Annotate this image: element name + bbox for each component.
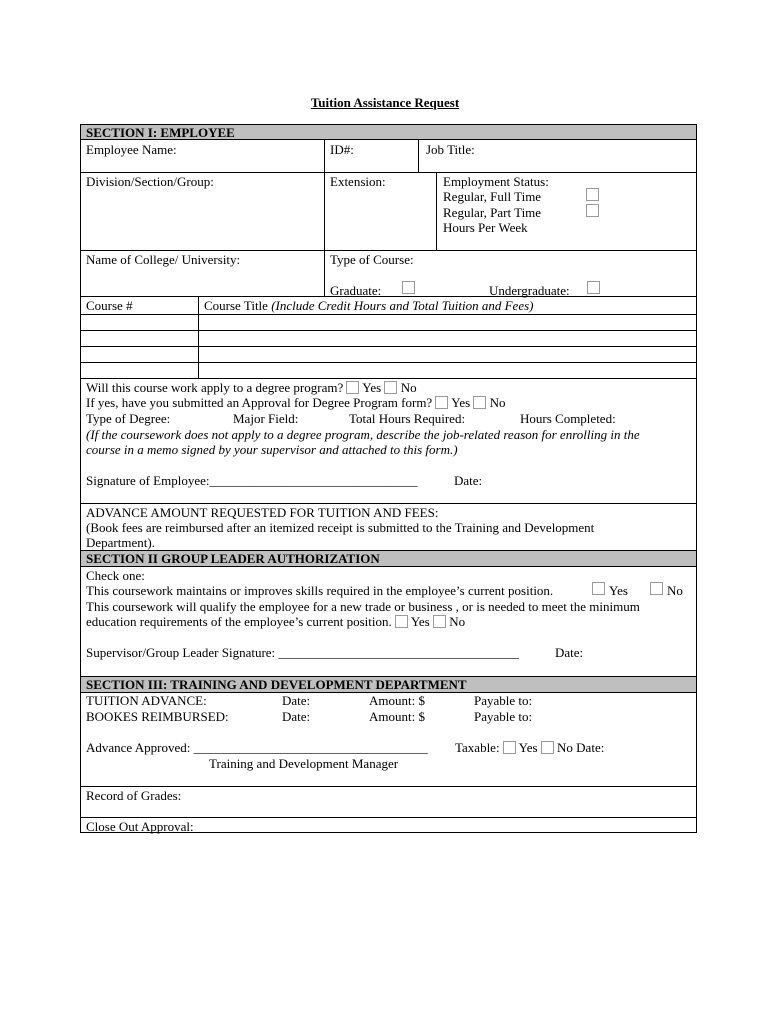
divider: [81, 362, 696, 363]
type-of-course-label: Type of Course:: [330, 252, 414, 267]
taxable-label: Taxable:: [455, 740, 500, 755]
regular-part-time-label: Regular, Part Time: [443, 205, 542, 220]
section3-header: SECTION III: TRAINING AND DEVELOPMENT DEPARTMENT: [81, 676, 696, 693]
divider: [436, 172, 437, 250]
employee-signature-line[interactable]: Signature of Employee:________________________________: [86, 473, 418, 488]
option1-row: [86, 583, 553, 599]
tuition-advance-label: TUITION ADVANCE:: [86, 693, 207, 708]
tuition-advance-date-label: Date:: [282, 693, 311, 708]
degree-note-line2: course in a memo signed by your supervisor and attached to this form.): [86, 442, 458, 457]
divider: [81, 786, 696, 787]
taxable-no-checkbox[interactable]: [541, 741, 554, 754]
option1-label: This coursework maintains or improves skills required in the employee’s current position.: [86, 583, 554, 598]
degree-yes-label: Yes: [362, 380, 382, 395]
page-title: Tuition Assistance Request: [310, 95, 460, 110]
type-of-degree-label: Type of Degree:: [86, 411, 171, 426]
degree-note-line1: (If the coursework does not apply to a degree program, describe the job-related reason for enrolling in the: [86, 427, 640, 442]
taxable-yes-checkbox[interactable]: [503, 741, 516, 754]
option2-no-label: No: [449, 614, 466, 629]
divider: [324, 140, 325, 172]
approval-question-label: If yes, have you submitted an Approval for Degree Program form?: [86, 395, 433, 410]
bookes-reimbursed-label: BOOKES REIMBURSED:: [86, 709, 229, 724]
approval-yes-label: Yes: [451, 395, 471, 410]
employee-date-label: Date:: [454, 473, 483, 488]
college-label: Name of College/ University:: [86, 252, 241, 267]
bookes-payable-label: Payable to:: [474, 709, 533, 724]
bookes-amount-label: Amount: $: [369, 709, 425, 724]
course-title-note: (Include Credit Hours and Total Tuition and Fees): [271, 298, 534, 313]
taxable-date-label: Date:: [576, 740, 605, 755]
record-of-grades-label: Record of Grades:: [86, 788, 182, 803]
division-label: Division/Section/Group:: [86, 174, 214, 189]
option2-line1: This coursework will qualify the employee for a new trade or business , or is needed to meet the minimum: [86, 599, 640, 614]
undergraduate-label: Undergraduate:: [489, 283, 570, 298]
divider: [81, 296, 696, 297]
divider: [418, 140, 419, 172]
close-out-approval-label: Close Out Approval:: [86, 819, 194, 834]
divider: [81, 172, 696, 173]
employment-status-label: Employment Status:: [443, 174, 549, 189]
divider: [81, 378, 696, 379]
hours-per-week-label: Hours Per Week: [443, 220, 528, 235]
check-one-label: Check one:: [86, 568, 145, 583]
divider: [81, 330, 696, 331]
section1-header: SECTION I: EMPLOYEE: [81, 124, 696, 140]
divider: [81, 314, 696, 315]
option1-yes-label: Yes: [609, 583, 628, 598]
divider: [198, 296, 199, 378]
undergraduate-checkbox[interactable]: [587, 281, 600, 294]
approval-question: [86, 395, 506, 411]
degree-question: [86, 380, 417, 396]
regular-full-time-label: Regular, Full Time: [443, 189, 542, 204]
book-note-line2: Department).: [86, 535, 155, 550]
supervisor-date-label: Date:: [555, 645, 584, 660]
course-number-header: Course #: [86, 298, 133, 313]
option2-row: [86, 614, 465, 630]
approval-no-checkbox[interactable]: [473, 396, 486, 409]
degree-no-label: No: [400, 380, 417, 395]
book-note-line1: (Book fees are reimbursed after an itemized receipt is submitted to the Training and Development: [86, 520, 595, 535]
option2-yes-label: Yes: [410, 614, 430, 629]
id-label: ID#:: [330, 142, 354, 157]
bookes-date-label: Date:: [282, 709, 311, 724]
option2-line2: education requirements of the employee’s current position.: [86, 614, 392, 629]
taxable-yes-label: Yes: [518, 740, 538, 755]
degree-no-checkbox[interactable]: [384, 381, 397, 394]
manager-caption: Training and Development Manager: [209, 756, 399, 771]
tuition-form: [80, 124, 697, 833]
option1-yes-checkbox[interactable]: [592, 582, 605, 595]
graduate-label: Graduate:: [330, 283, 382, 298]
course-title-header: [204, 298, 533, 314]
total-hours-label: Total Hours Required:: [349, 411, 466, 426]
regular-full-time-checkbox[interactable]: [586, 188, 599, 201]
approval-yes-checkbox[interactable]: [435, 396, 448, 409]
supervisor-signature-line[interactable]: Supervisor/Group Leader Signature: _____________________________________: [86, 645, 519, 660]
degree-yes-checkbox[interactable]: [346, 381, 359, 394]
course-title-label: Course Title: [204, 298, 268, 313]
job-title-label: Job Title:: [426, 142, 475, 157]
advance-approved-line[interactable]: Advance Approved: ____________________________________: [86, 740, 428, 755]
advance-amount-label: ADVANCE AMOUNT REQUESTED FOR TUITION AND FEES:: [86, 505, 439, 520]
option1-no-checkbox[interactable]: [650, 582, 663, 595]
divider: [324, 172, 325, 250]
hours-completed-label: Hours Completed:: [520, 411, 616, 426]
degree-question-label: Will this course work apply to a degree program?: [86, 380, 344, 395]
tuition-advance-payable-label: Payable to:: [474, 693, 533, 708]
graduate-checkbox[interactable]: [402, 281, 415, 294]
taxable-row: [455, 740, 604, 756]
option2-no-checkbox[interactable]: [433, 615, 446, 628]
approval-no-label: No: [489, 395, 506, 410]
regular-part-time-checkbox[interactable]: [586, 204, 599, 217]
extension-label: Extension:: [330, 174, 386, 189]
divider: [81, 346, 696, 347]
divider: [81, 250, 696, 251]
divider: [81, 817, 696, 818]
employee-name-label: Employee Name:: [86, 142, 177, 157]
divider: [81, 503, 696, 504]
option2-yes-checkbox[interactable]: [395, 615, 408, 628]
taxable-no-label: No: [557, 740, 573, 755]
option1-no-label: No: [667, 583, 683, 598]
major-field-label: Major Field:: [233, 411, 299, 426]
divider: [324, 250, 325, 296]
tuition-advance-amount-label: Amount: $: [369, 693, 425, 708]
section2-header: SECTION II GROUP LEADER AUTHORIZATION: [81, 550, 696, 567]
